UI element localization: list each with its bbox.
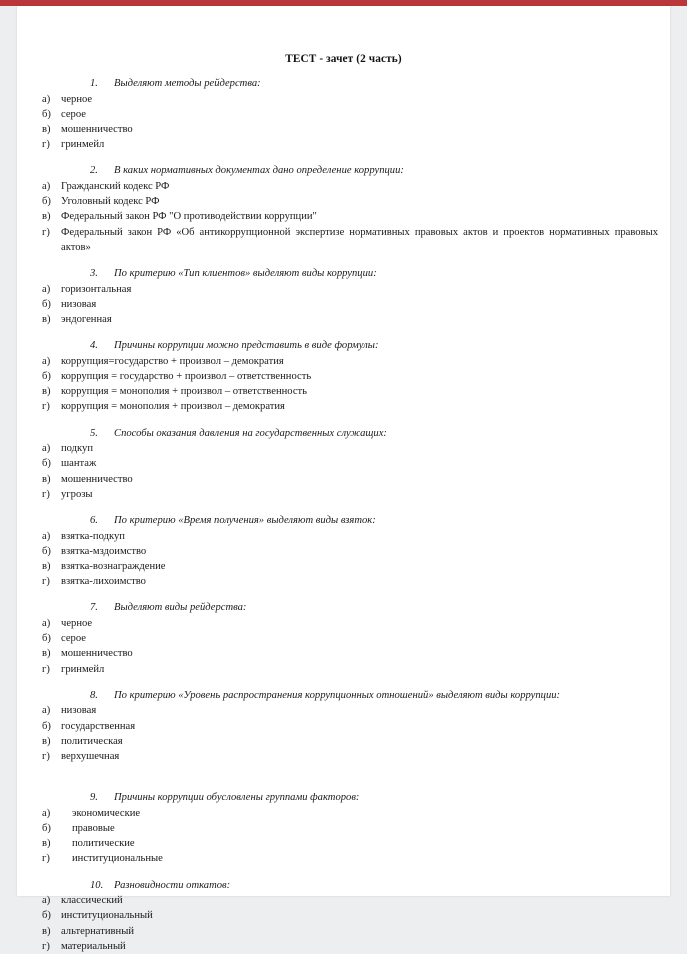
option-list [17, 441, 670, 502]
option-text: политическая [61, 735, 123, 747]
option-letter: а) [42, 530, 51, 542]
question-gap [17, 255, 670, 266]
option-letter: г) [42, 226, 50, 238]
question-text: В каких нормативных документах дано определение коррупции: [114, 165, 404, 177]
option-text: верхушечная [61, 751, 120, 763]
option-list [17, 529, 670, 590]
question-heading [17, 266, 670, 282]
option-letter: б) [42, 910, 51, 922]
option-text: альтернативный [61, 925, 134, 937]
question-text: Причины коррупции можно представить в виде формулы: [114, 340, 379, 352]
option-item[interactable] [17, 312, 670, 327]
option-letter: г) [42, 401, 50, 413]
option-text: материальный [61, 940, 126, 952]
option-list [17, 806, 670, 867]
option-item[interactable] [17, 631, 670, 646]
option-letter: в) [42, 211, 51, 223]
option-item[interactable] [17, 369, 670, 384]
question-text: По критерию «Тип клиентов» выделяют виды коррупции: [114, 268, 377, 280]
option-letter: г) [42, 751, 50, 763]
option-list [17, 282, 670, 328]
option-item[interactable] [17, 122, 670, 137]
page-content [17, 6, 670, 952]
option-letter: в) [42, 561, 51, 573]
option-item[interactable] [17, 282, 670, 297]
option-item[interactable] [17, 384, 670, 399]
option-text: коррупция = монополия + произвол – ответственность [61, 386, 308, 398]
option-text: Уголовный кодекс РФ [61, 196, 160, 208]
option-text: коррупция = монополия + произвол – демократия [61, 401, 285, 413]
option-item[interactable] [17, 179, 670, 194]
question-gap [17, 152, 670, 163]
question-block [17, 790, 670, 866]
option-text: взятка-мздоимство [61, 545, 147, 557]
option-letter: б) [42, 633, 51, 645]
option-text: взятка-лихоимство [61, 576, 146, 588]
option-text: взятка-подкуп [61, 530, 125, 542]
option-letter: в) [42, 473, 51, 485]
question-gap [17, 327, 670, 338]
option-text: горизонтальная [61, 283, 132, 295]
option-letter: а) [42, 618, 51, 630]
option-text: государственная [61, 720, 136, 732]
option-letter: а) [42, 895, 51, 907]
question-heading [17, 513, 670, 529]
option-item[interactable] [17, 893, 670, 908]
question-heading [17, 338, 670, 354]
option-text: институциональные [72, 853, 163, 865]
option-item[interactable] [17, 107, 670, 122]
question-heading [17, 163, 670, 179]
question-block [17, 338, 670, 414]
option-item[interactable] [17, 616, 670, 631]
option-text: гринмейл [61, 139, 105, 151]
option-letter: б) [42, 458, 51, 470]
option-text: черное [61, 618, 93, 630]
option-letter: г) [42, 576, 50, 588]
option-letter: б) [42, 545, 51, 557]
question-number: 3. [90, 268, 98, 280]
option-text: мошенничество [61, 124, 133, 135]
question-block [17, 688, 670, 764]
option-text: Федеральный закон РФ «Об антикоррупционной экспертизе нормативных правовых актов и проектов нормативных правовых актов» [61, 226, 658, 253]
option-text: Гражданский кодекс РФ [61, 181, 170, 192]
option-text: взятка-вознаграждение [61, 561, 166, 573]
question-number: 9. [90, 792, 98, 804]
question-text: Причины коррупции обусловлены группами факторов: [114, 792, 360, 804]
option-text: эндогенная [61, 314, 112, 326]
option-item[interactable] [17, 719, 670, 734]
option-letter: г) [42, 139, 50, 151]
question-number: 8. [90, 689, 98, 701]
option-letter: а) [42, 443, 51, 455]
option-letter: б) [42, 720, 51, 732]
question-number: 2. [90, 165, 98, 177]
question-text: Способы оказания давления на государственных служащих: [114, 427, 387, 439]
option-text: серое [61, 633, 86, 645]
option-letter: в) [42, 124, 51, 135]
question-number: 6. [90, 515, 98, 527]
question-text: Выделяют виды рейдерства: [114, 602, 247, 614]
question-block [17, 163, 670, 255]
option-list [17, 893, 670, 954]
option-text: экономические [72, 807, 141, 819]
question-heading [17, 426, 670, 442]
question-number: 1. [90, 78, 98, 89]
option-item[interactable] [17, 92, 670, 107]
question-text: По критерию «Время получения» выделяют виды взяток: [114, 515, 376, 527]
question-number: 5. [90, 427, 98, 439]
option-list [17, 703, 670, 764]
option-item[interactable] [17, 821, 670, 836]
question-gap [17, 65, 670, 76]
option-item[interactable] [17, 456, 670, 471]
option-text: черное [61, 93, 93, 105]
option-text: политические [72, 838, 135, 850]
question-block [17, 426, 670, 502]
option-letter: б) [42, 108, 51, 120]
option-letter: а) [42, 181, 51, 192]
question-number: 10. [90, 879, 104, 891]
option-text: коррупция=государство + произвол – демократия [61, 355, 284, 367]
question-text: По критерию «Уровень распространения коррупционных отношений» выделяют виды коррупции: [114, 689, 561, 701]
question-block [17, 878, 670, 954]
question-text: Разновидности откатов: [114, 879, 231, 891]
option-item[interactable] [17, 441, 670, 456]
option-item[interactable] [17, 225, 670, 255]
option-letter: а) [42, 705, 51, 717]
option-item[interactable] [17, 529, 670, 544]
option-letter: г) [42, 488, 50, 500]
option-list [17, 179, 670, 255]
option-letter: б) [42, 823, 51, 835]
option-item[interactable] [17, 939, 670, 954]
question-gap [17, 502, 670, 513]
option-text: шантаж [61, 458, 97, 470]
option-text: Федеральный закон РФ "О противодействии коррупции" [61, 211, 317, 223]
option-item[interactable] [17, 908, 670, 923]
question-heading [17, 878, 670, 894]
option-text: коррупция = государство + произвол – ответственность [61, 371, 312, 383]
option-letter: в) [42, 314, 51, 326]
option-item[interactable] [17, 209, 670, 224]
option-letter: г) [42, 663, 50, 675]
option-text: мошенничество [61, 473, 133, 485]
option-text: институциональный [61, 910, 153, 922]
option-item[interactable] [17, 734, 670, 749]
option-text: подкуп [61, 443, 94, 455]
option-letter: в) [42, 925, 51, 937]
option-list [17, 616, 670, 677]
option-item[interactable] [17, 544, 670, 559]
question-gap [17, 677, 670, 688]
option-letter: а) [42, 283, 51, 295]
question-gap [17, 589, 670, 600]
option-item[interactable] [17, 399, 670, 414]
option-item[interactable] [17, 924, 670, 939]
question-block [17, 266, 670, 327]
option-letter: в) [42, 838, 51, 850]
question-block [17, 76, 670, 152]
option-item[interactable] [17, 137, 670, 152]
question-heading [17, 600, 670, 616]
option-text: низовая [61, 705, 97, 717]
option-letter: б) [42, 371, 51, 383]
option-item[interactable] [17, 749, 670, 764]
questions-list [17, 65, 670, 954]
option-item[interactable] [17, 297, 670, 312]
option-letter: б) [42, 196, 51, 208]
question-text: Выделяют методы рейдерства: [114, 78, 261, 89]
question-heading [17, 688, 670, 704]
option-item[interactable] [17, 836, 670, 851]
question-number: 7. [90, 602, 98, 614]
option-item[interactable] [17, 194, 670, 209]
option-list [17, 354, 670, 415]
option-text: гринмейл [61, 663, 105, 675]
option-letter: в) [42, 386, 51, 398]
option-item[interactable] [17, 851, 670, 866]
question-gap [17, 764, 670, 790]
option-list [17, 92, 670, 153]
option-item[interactable] [17, 559, 670, 574]
option-item[interactable] [17, 806, 670, 821]
question-gap [17, 415, 670, 426]
option-text: классический [61, 895, 123, 907]
option-text: низовая [61, 298, 97, 310]
option-item[interactable] [17, 662, 670, 677]
option-letter: г) [42, 853, 50, 865]
option-item[interactable] [17, 646, 670, 661]
option-item[interactable] [17, 487, 670, 502]
page-title: ТЕСТ - зачет (2 часть) [285, 53, 402, 65]
question-heading [17, 76, 670, 92]
question-heading [17, 790, 670, 806]
option-item[interactable] [17, 354, 670, 369]
option-item[interactable] [17, 574, 670, 589]
option-letter: а) [42, 93, 51, 105]
option-item[interactable] [17, 472, 670, 487]
option-text: мошенничество [61, 648, 133, 660]
option-letter: в) [42, 648, 51, 660]
option-letter: а) [42, 807, 51, 819]
option-letter: а) [42, 355, 51, 367]
option-text: правовые [72, 823, 115, 835]
option-letter: в) [42, 735, 51, 747]
option-letter: г) [42, 940, 50, 952]
option-item[interactable] [17, 703, 670, 718]
option-text: серое [61, 108, 86, 120]
question-number: 4. [90, 340, 98, 352]
option-letter: б) [42, 298, 51, 310]
question-gap [17, 867, 670, 878]
document-page [17, 6, 670, 952]
question-block [17, 513, 670, 589]
option-text: угрозы [61, 488, 93, 500]
question-block [17, 600, 670, 676]
